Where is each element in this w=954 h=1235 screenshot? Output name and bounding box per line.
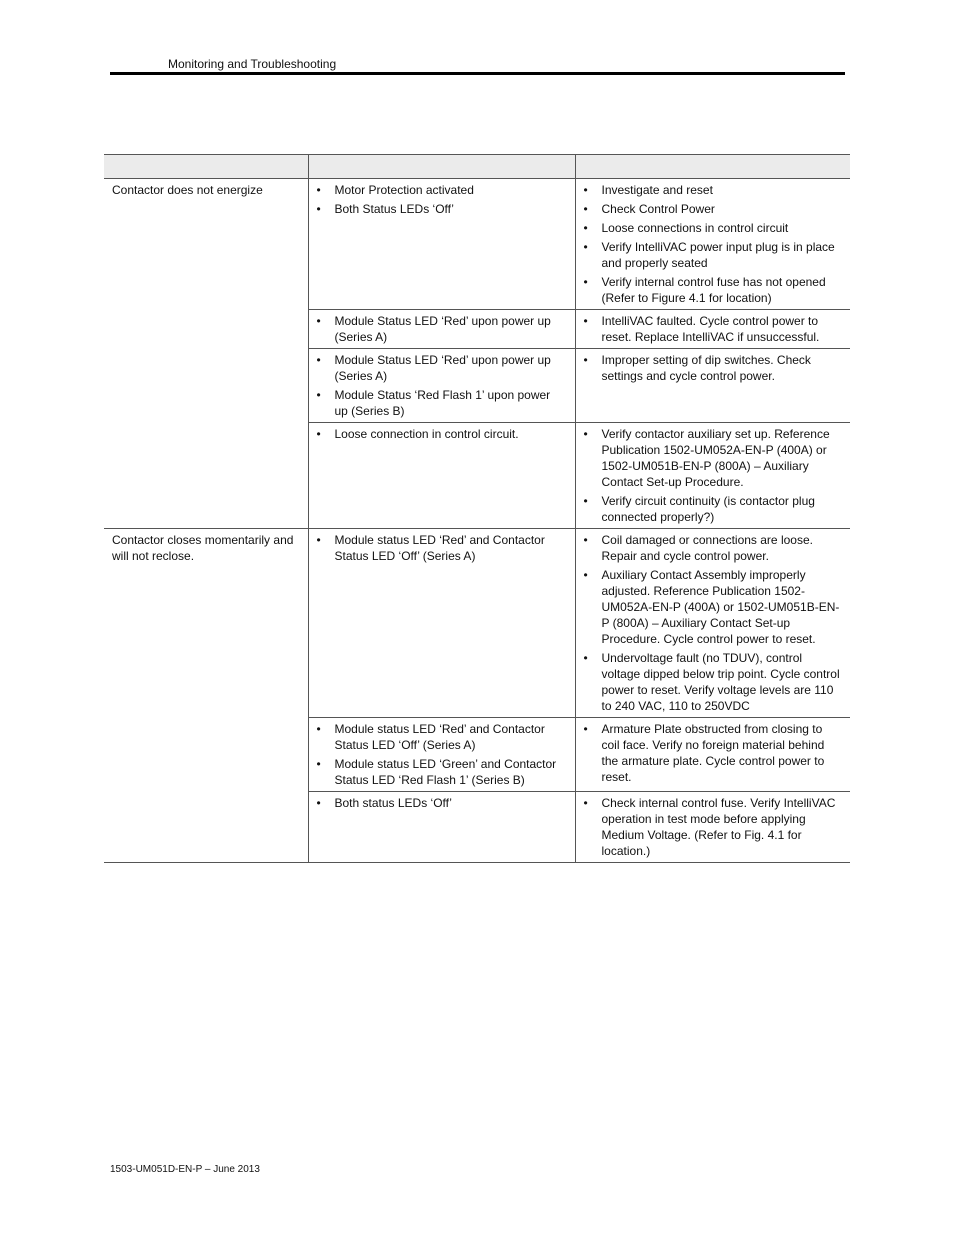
action-item: • Auxiliary Contact Assembly improperly adjusted. Reference Publication 1502-UM052A-EN-P (400A) or 1502-UM051B-EN-P (800A) – Auxiliary Contact Set-up Procedure. Cycle control power to reset.: [584, 567, 843, 647]
action-item: • Investigate and reset: [584, 182, 843, 198]
indication-item: • Module Status ‘Red Flash 1’ upon power up (Series B): [317, 387, 567, 419]
indication-item: • Loose connection in control circuit.: [317, 426, 567, 442]
action-item: • Undervoltage fault (no TDUV), control voltage dipped below trip point. Cycle control power to reset. Verify voltage levels are 110 to 240 VAC, 110 to 250VDC: [584, 650, 843, 714]
action-item: • Verify circuit continuity (is contactor plug connected properly?): [584, 493, 843, 525]
action-item: • IntelliVAC faulted. Cycle control power to reset. Replace IntelliVAC if unsuccessful.: [584, 313, 843, 345]
action-cell: [575, 349, 850, 423]
indication-cell: [308, 349, 575, 423]
table-row: [104, 423, 850, 529]
action-cell: [575, 792, 850, 863]
running-header: Monitoring and Troubleshooting: [168, 57, 337, 71]
table-row: [104, 349, 850, 423]
indication-item: • Both Status LEDs ‘Off’: [317, 201, 567, 217]
column-header-indication: [308, 155, 575, 179]
action-item: • Check Control Power: [584, 201, 843, 217]
indication-item: • Module Status LED ‘Red’ upon power up (Series A): [317, 352, 567, 384]
action-item: • Coil damaged or connections are loose. Repair and cycle control power.: [584, 532, 843, 564]
condition-cell: [104, 310, 308, 349]
indication-cell: [308, 529, 575, 718]
condition-cell: [104, 792, 308, 863]
action-cell: [575, 179, 850, 310]
action-item: • Check internal control fuse. Verify IntelliVAC operation in test mode before applying Medium Voltage. (Refer to Fig. 4.1 for location.): [584, 795, 843, 859]
condition-cell: Contactor closes momentarily and will not reclose.: [112, 533, 294, 563]
indication-item: • Module status LED ‘Red’ and Contactor Status LED ‘Off’ (Series A): [317, 532, 567, 564]
indication-cell: [308, 310, 575, 349]
indication-item: • Both status LEDs ‘Off’: [317, 795, 567, 811]
column-header-action: [575, 155, 850, 179]
condition-cell: Contactor does not energize: [112, 183, 263, 197]
table-header: [104, 155, 850, 179]
action-item: • Verify internal control fuse has not opened (Refer to Figure 4.1 for location): [584, 274, 843, 306]
action-cell: [575, 529, 850, 718]
action-item: • Verify contactor auxiliary set up. Reference Publication 1502-UM052A-EN-P (400A) or 1502-UM051B-EN-P (800A) – Auxiliary Contact Set-up Procedure.: [584, 426, 843, 490]
indication-item: • Motor Protection activated: [317, 182, 567, 198]
condition-cell: [104, 423, 308, 529]
table-row: [104, 718, 850, 792]
condition-cell: [104, 349, 308, 423]
action-item: • Verify IntelliVAC power input plug is in place and properly seated: [584, 239, 843, 271]
action-item: • Armature Plate obstructed from closing to coil face. Verify no foreign material behind the armature plate. Cycle control power to reset.: [584, 721, 843, 785]
table-row: [104, 310, 850, 349]
action-item: • Loose connections in control circuit: [584, 220, 843, 236]
condition-cell: [104, 718, 308, 792]
table-row: [104, 529, 850, 718]
page-footer: 1503-UM051D-EN-P – June 2013: [110, 1164, 260, 1175]
table-row: [104, 792, 850, 863]
indication-cell: [308, 179, 575, 310]
indication-cell: [308, 718, 575, 792]
action-cell: [575, 718, 850, 792]
indication-cell: [308, 792, 575, 863]
action-item: • Improper setting of dip switches. Check settings and cycle control power.: [584, 352, 843, 384]
indication-item: • Module status LED ‘Green’ and Contactor Status LED ‘Red Flash 1’ (Series B): [317, 756, 567, 788]
indication-item: • Module Status LED ‘Red’ upon power up (Series A): [317, 313, 567, 345]
action-cell: [575, 310, 850, 349]
table-row: [104, 179, 850, 310]
header-rule: [110, 72, 845, 75]
troubleshooting-table: [104, 154, 850, 863]
indication-cell: [308, 423, 575, 529]
column-header-condition: [104, 155, 308, 179]
action-cell: [575, 423, 850, 529]
indication-item: • Module status LED ‘Red’ and Contactor Status LED ‘Off’ (Series A): [317, 721, 567, 753]
